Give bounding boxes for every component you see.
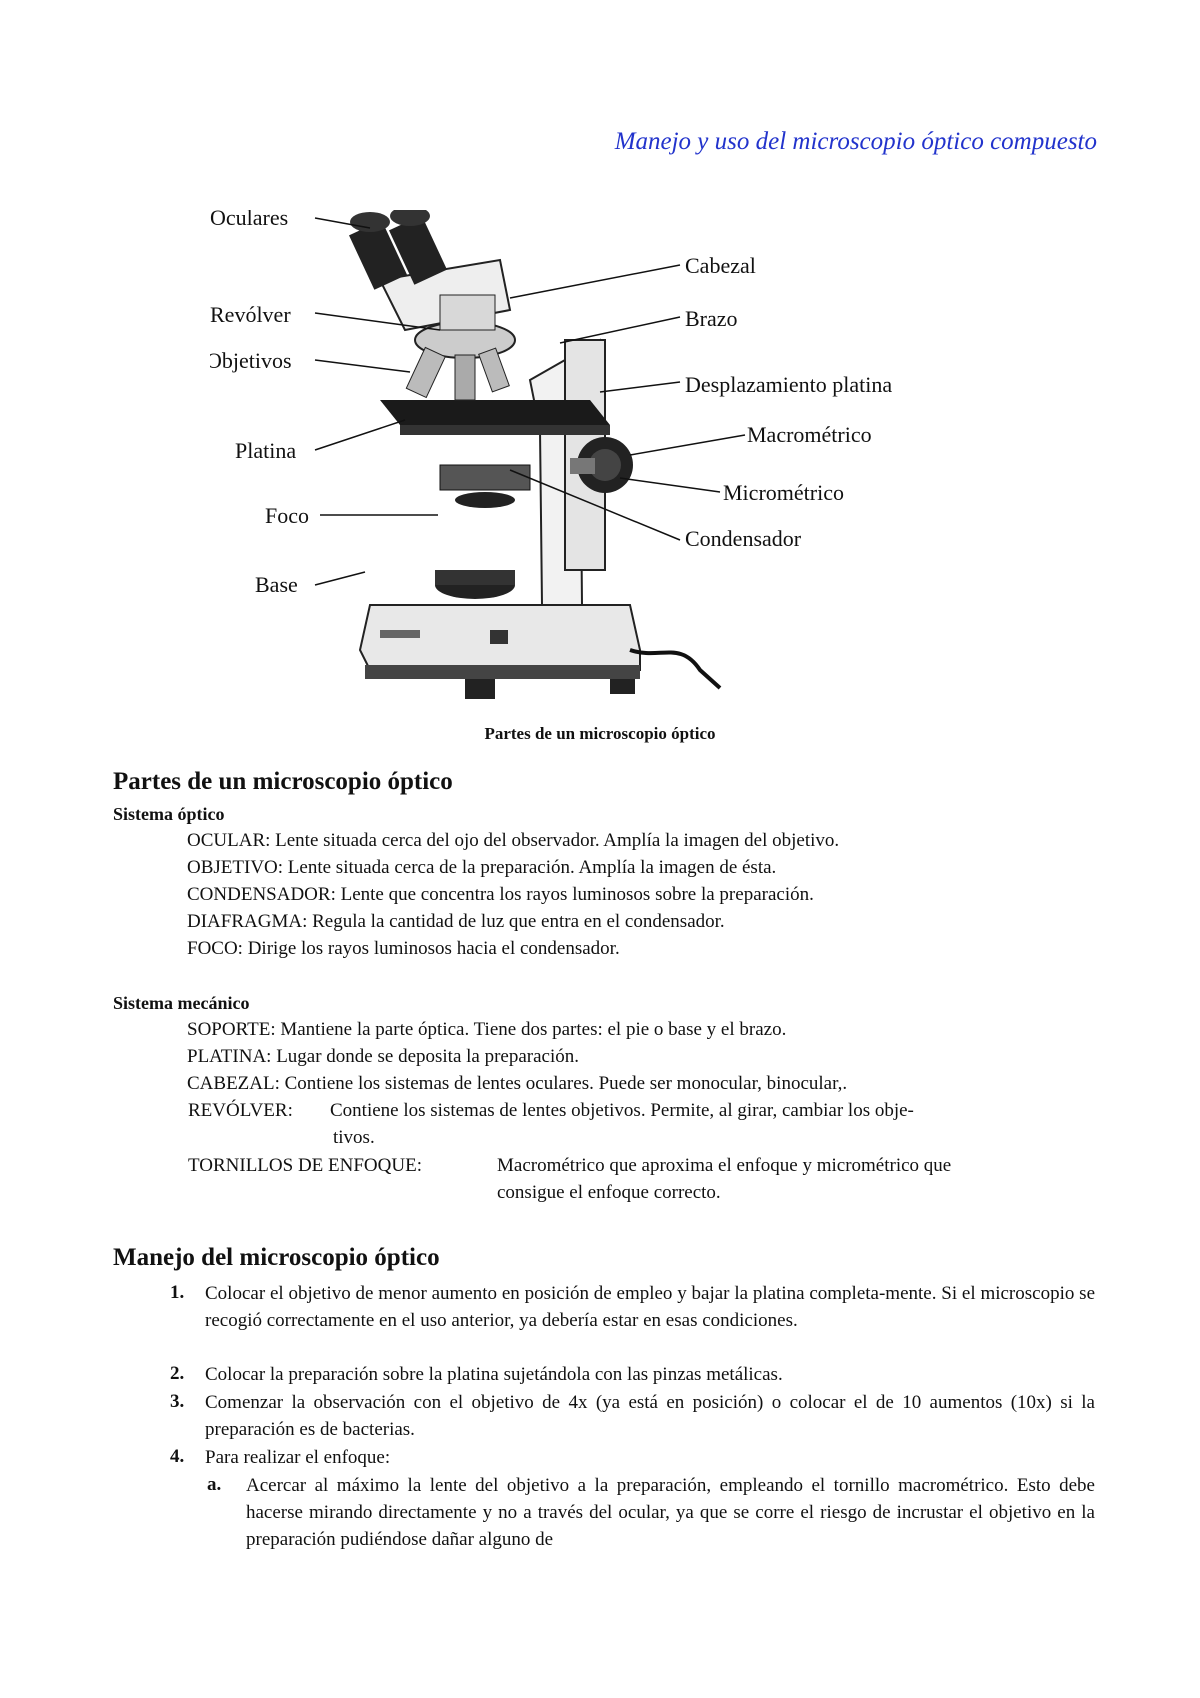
label-foco: Foco <box>265 503 309 528</box>
label-objetivos: Objetivos <box>210 348 292 373</box>
def-revolver-text-cont: tivos. <box>333 1127 375 1148</box>
step-text: Para realizar el enfoque: <box>205 1447 391 1468</box>
def-condensador: CONDENSADOR: Lente que concentra los rayos luminosos sobre la preparación. <box>187 884 814 905</box>
figure-caption: Partes de un microscopio óptico <box>484 724 716 743</box>
subheading-sistema-optico: Sistema óptico <box>113 804 225 824</box>
label-base: Base <box>255 572 298 597</box>
section-heading-manejo: Manejo del microscopio óptico <box>113 1244 440 1271</box>
page-title: Manejo y uso del microscopio óptico compuesto <box>614 128 1097 155</box>
def-platina: PLATINA: Lugar donde se deposita la preparación. <box>187 1046 580 1067</box>
step-text: Comenzar la observación con el objetivo de 4x (ya está en posición) o colocar el de 10 aumentos (10x) si la preparación es de bacterias. <box>205 1392 1095 1440</box>
microscope-figure <box>210 210 1040 710</box>
step-number: 1. <box>170 1282 185 1303</box>
label-cabezal: Cabezal <box>685 253 756 278</box>
step-text: Colocar el objetivo de menor aumento en posición de empleo y bajar la platina completa-mente. Si el microscopio se recogió correctamente en el uso anterior, ya debería estar en esas condiciones. <box>205 1283 1095 1331</box>
label-platina: Platina <box>235 438 297 463</box>
def-objetivo: OBJETIVO: Lente situada cerca de la preparación. Amplía la imagen de ésta. <box>187 857 777 878</box>
step-number: 4. <box>170 1446 185 1467</box>
step-number: 2. <box>170 1363 185 1384</box>
def-cabezal: CABEZAL: Contiene los sistemas de lentes oculares. Puede ser monocular, binocular,. <box>187 1073 848 1094</box>
microscope-illustration <box>210 210 1040 710</box>
step-text: Colocar la preparación sobre la platina sujetándola con las pinzas metálicas. <box>205 1364 783 1385</box>
def-ocular: OCULAR: Lente situada cerca del ojo del observador. Amplía la imagen del objetivo. <box>187 830 840 851</box>
label-brazo: Brazo <box>685 306 738 331</box>
label-macrometrico: Macrométrico <box>747 422 872 447</box>
label-desplazamiento-platina: Desplazamiento platina <box>685 372 893 397</box>
label-micrometrico: Micrométrico <box>723 480 844 505</box>
label-condensador: Condensador <box>685 526 802 551</box>
label-revolver: Revólver <box>210 302 291 327</box>
subheading-sistema-mecanico: Sistema mecánico <box>113 993 250 1013</box>
step-number: 3. <box>170 1391 185 1412</box>
def-tornillos-text-cont: consigue el enfoque correcto. <box>497 1182 721 1203</box>
section-heading-partes: Partes de un microscopio óptico <box>113 768 453 795</box>
substep-letter: a. <box>207 1474 222 1495</box>
substep-text: Acercar al máximo la lente del objetivo a la preparación, empleando el tornillo macrométrico. Esto debe hacerse mirando directamente y no a través del ocular, ya que se corre el riesgo de incrustar el objetivo en la preparación pudiéndose dañar alguno de <box>246 1475 1095 1550</box>
def-diafragma: DIAFRAGMA: Regula la cantidad de luz que entra en el condensador. <box>187 911 725 932</box>
def-revolver-text: Contiene los sistemas de lentes objetivos. Permite, al girar, cambiar los obje- <box>330 1100 914 1121</box>
def-tornillos-text: Macrométrico que aproxima el enfoque y micrométrico que <box>497 1155 952 1176</box>
def-revolver-term: REVÓLVER: <box>188 1100 293 1121</box>
def-soporte: SOPORTE: Mantiene la parte óptica. Tiene dos partes: el pie o base y el brazo. <box>187 1019 787 1040</box>
def-tornillos-term: TORNILLOS DE ENFOQUE: <box>188 1155 422 1176</box>
def-foco: FOCO: Dirige los rayos luminosos hacia el condensador. <box>187 938 620 959</box>
label-oculares: Oculares <box>210 210 289 230</box>
